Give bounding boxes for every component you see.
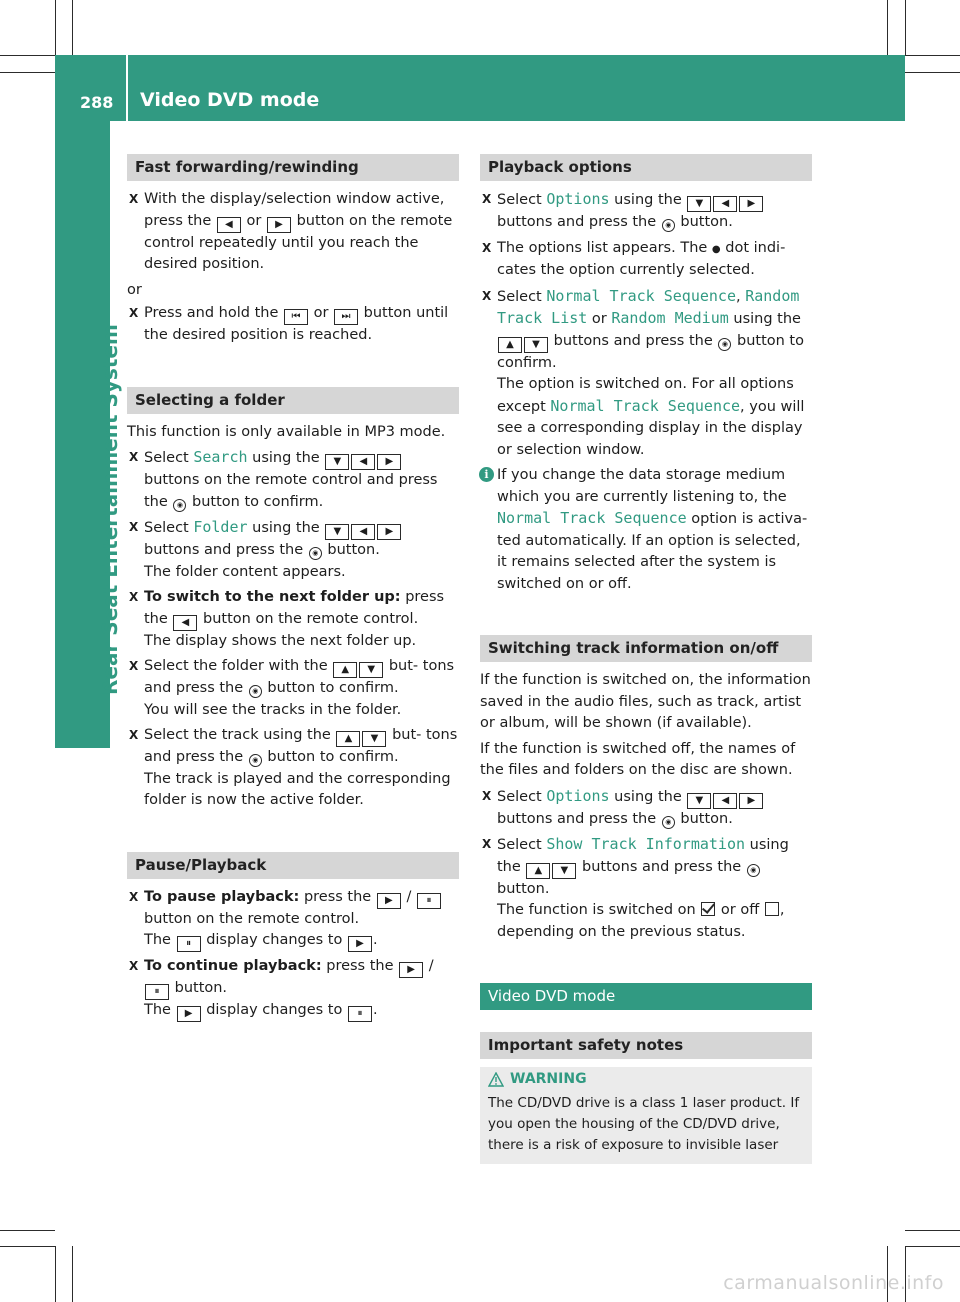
instruction-step: X Select Search using the ▼ ◀ ▶ buttons on the remote control and press the ◉ button to confirm. (127, 447, 459, 513)
chapter-title: Rear Seat Entertainment System (98, 324, 122, 695)
selected-dot-icon: ● (711, 243, 721, 255)
left-arrow-key-icon: ◀ (173, 615, 197, 631)
instruction-step: X With the display/selection window active, press the ◀ or ▶ button on the remote control repeatedly until you reach the desired position. (127, 189, 459, 276)
info-note: i If you change the data storage medium which you are currently listening to, the Normal Track Sequence option is activa- ted automatically. If an option is selected, it remains selected after the system is switched on or off. (480, 465, 812, 595)
right-arrow-key-icon: ▶ (377, 524, 401, 540)
play-key-icon: ▶ (377, 893, 401, 909)
ok-button-icon: ◉ (747, 864, 760, 877)
instruction-step: X Select Options using the ▼ ◀ ▶ buttons and press the ◉ button. (480, 786, 812, 831)
left-column (127, 154, 459, 1026)
left-arrow-key-icon: ◀ (713, 196, 737, 212)
menu-term: Random Track List (497, 286, 800, 327)
down-arrow-key-icon: ▼ (552, 863, 576, 879)
pause-key-icon: ⏸ (348, 1006, 372, 1022)
crop-mark (905, 72, 960, 73)
instruction-step: X Select the folder with the ▲ ▼ but- tons and press the ◉ button to confirm. You will see the tracks in the folder. (127, 656, 459, 721)
instruction-step: X Select Normal Track Sequence, Random Track List or Random Medium using the ▲ ▼ buttons and press the ◉ button to confirm. The option is switched on. For all options except Normal Track Sequence, you will see a corresponding display in the display or selection window. (480, 286, 812, 462)
left-arrow-key-icon: ◀ (351, 454, 375, 470)
skip-forward-key-icon: ⏭ (334, 309, 358, 325)
warning-triangle-icon (488, 1072, 504, 1087)
up-arrow-key-icon: ▲ (333, 662, 357, 678)
menu-term: Options (546, 786, 610, 805)
pause-key-icon: ⏸ (417, 893, 441, 909)
down-arrow-key-icon: ▼ (362, 731, 386, 747)
play-key-icon: ▶ (177, 1006, 201, 1022)
paragraph: If the function is switched on, the information saved in the audio files, such as track, artist or album, will be shown (if available). (480, 672, 811, 731)
pause-key-icon: ⏸ (145, 984, 169, 1000)
crop-mark (0, 55, 55, 56)
crop-mark (887, 0, 888, 55)
menu-term: Show Track Information (546, 835, 746, 853)
up-arrow-key-icon: ▲ (526, 863, 550, 879)
menu-term: Normal Track Sequence (550, 396, 741, 415)
crop-mark (0, 1246, 55, 1247)
crop-mark (905, 55, 960, 56)
right-arrow-key-icon: ▶ (739, 793, 763, 809)
right-arrow-key-icon: ▶ (377, 454, 401, 470)
skip-back-key-icon: ⏮ (284, 309, 308, 325)
intro-text: This function is only available in MP3 mode. (127, 423, 446, 440)
section-heading: Selecting a folder (127, 387, 459, 414)
down-arrow-key-icon: ▼ (325, 454, 349, 470)
down-arrow-key-icon: ▼ (524, 337, 548, 353)
instruction-step: X Select Folder using the ▼ ◀ ▶ buttons and press the ◉ button. The folder content appears. (127, 517, 459, 583)
right-arrow-key-icon: ▶ (739, 196, 763, 212)
menu-term: Folder (193, 518, 248, 536)
left-arrow-key-icon: ◀ (713, 793, 737, 809)
crop-mark (55, 0, 56, 55)
down-arrow-key-icon: ▼ (359, 662, 383, 678)
left-arrow-key-icon: ◀ (351, 524, 375, 540)
ok-button-icon: ◉ (309, 547, 322, 560)
crop-mark (0, 72, 55, 73)
or-text: or (127, 281, 142, 298)
play-key-icon: ▶ (348, 936, 372, 952)
page-header (55, 55, 905, 121)
warning-header (488, 1071, 804, 1087)
right-column (480, 154, 812, 1164)
header-divider (126, 55, 128, 121)
crop-mark (72, 1246, 73, 1302)
play-key-icon: ▶ (399, 962, 423, 978)
info-icon: i (479, 467, 494, 482)
instruction-step: X Press and hold the ⏮ or ⏭ button until the desired position is reached. (127, 303, 459, 347)
section-heading: Important safety notes (480, 1032, 812, 1059)
up-arrow-key-icon: ▲ (498, 337, 522, 353)
up-arrow-key-icon: ▲ (336, 731, 360, 747)
menu-term: Search (193, 448, 248, 466)
instruction-step: X The options list appears. The ● dot indi- cates the option currently selected. (480, 238, 812, 282)
ok-button-icon: ◉ (662, 219, 675, 232)
section-heading: Fast forwarding/rewinding (127, 154, 459, 181)
crop-mark (905, 1246, 960, 1247)
section-heading: Pause/Playback (127, 852, 459, 879)
crop-mark (0, 1230, 55, 1231)
down-arrow-key-icon: ▼ (325, 524, 349, 540)
section-heading: Playback options (480, 154, 812, 181)
instruction-step: X Select Show Track Information using the ▲ ▼ buttons and press the ◉ button. The function is switched on or off , depending on the previous status. (480, 834, 812, 943)
warning-box (480, 1067, 812, 1164)
instruction-step: X To continue playback: press the ▶ / ⏸ button. The ▶ display changes to ⏸ . (127, 956, 459, 1022)
menu-term: Options (546, 190, 610, 208)
crop-mark (905, 0, 906, 55)
right-arrow-key-icon: ▶ (267, 217, 291, 233)
checkbox-checked-icon (701, 902, 715, 916)
crop-mark (55, 1246, 56, 1302)
page-number: 288 (80, 93, 114, 112)
down-arrow-key-icon: ▼ (687, 793, 711, 809)
crop-mark (905, 1230, 960, 1231)
page-title: Video DVD mode (140, 89, 320, 111)
section-heading: Switching track information on/off (480, 635, 812, 662)
pause-key-icon: ⏸ (177, 936, 201, 952)
ok-button-icon: ◉ (662, 816, 675, 829)
watermark: carmanualsonline.info (723, 1272, 944, 1294)
section-heading: Video DVD mode (480, 983, 812, 1010)
checkbox-empty-icon (765, 902, 779, 916)
left-arrow-key-icon: ◀ (217, 217, 241, 233)
ok-button-icon: ◉ (173, 499, 186, 512)
menu-term: Random Medium (611, 309, 729, 327)
paragraph: If the function is switched off, the names of the files and folders on the disc are shown. (480, 740, 796, 778)
down-arrow-key-icon: ▼ (687, 196, 711, 212)
warning-label: WARNING (510, 1071, 587, 1087)
crop-mark (72, 0, 73, 55)
instruction-step: X To switch to the next folder up: press the ◀ button on the remote control. The display shows the next folder up. (127, 587, 459, 652)
warning-text: The CD/DVD drive is a class 1 laser product. If you open the housing of the CD/DVD drive, there is a risk of exposure to invisible laser (488, 1095, 800, 1153)
menu-term: Normal Track Sequence (497, 509, 687, 527)
instruction-step: X Select Options using the ▼ ◀ ▶ buttons and press the ◉ button. (480, 189, 812, 234)
ok-button-icon: ◉ (718, 338, 731, 351)
instruction-step: X To pause playback: press the ▶ / ⏸ button on the remote control. The ⏸ display changes to ▶ . (127, 887, 459, 953)
menu-term: Normal Track Sequence (546, 286, 736, 305)
instruction-step: X Select the track using the ▲ ▼ but- tons and press the ◉ button to confirm. The track is played and the corresponding folder is now the active folder. (127, 725, 459, 812)
ok-button-icon: ◉ (249, 685, 262, 698)
ok-button-icon: ◉ (249, 754, 262, 767)
